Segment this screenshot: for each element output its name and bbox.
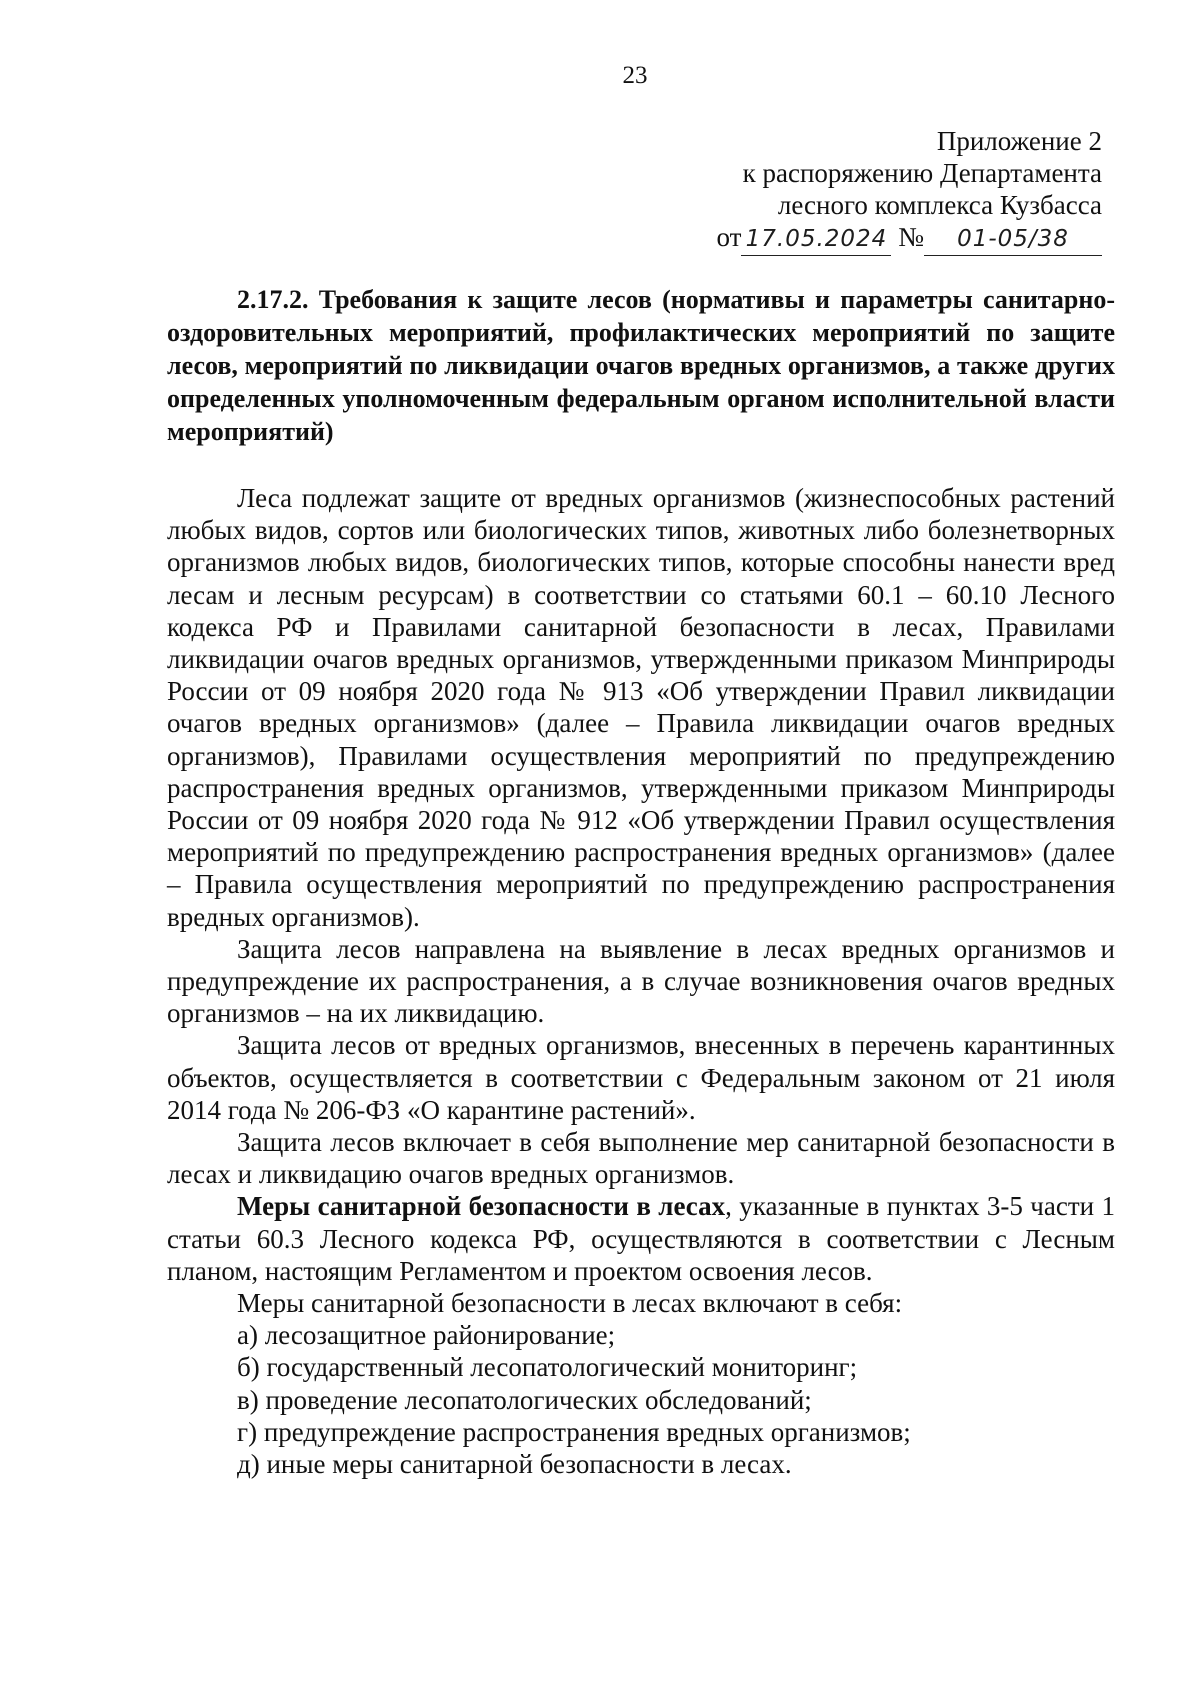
list-item: б) государственный лесопатологический мониторинг; [237, 1352, 858, 1383]
appendix-department: лесного комплекса Кузбасса [777, 190, 1102, 220]
appendix-block [717, 125, 1102, 256]
list-item: г) предупреждение распространения вредных организмов; [237, 1416, 911, 1447]
handwritten-date: 17.05.2024 [741, 223, 891, 256]
list-item: а) лесозащитное районирование; [237, 1320, 616, 1351]
page-number: 23 [622, 62, 648, 89]
measures-list [167, 1319, 1115, 1480]
paragraph-pests-protection: Леса подлежат защите от вредных организмов (жизнеспособных растений любых видов, сортов или биологических типов, животных либо болезнетворных организмов любых видов, биологических типов, которые способны нанести вред лесам и лесным ресурсам) в соответствии со статьями 60.1 – 60.10 Лесного кодекса РФ и Правилами санитарной безопасности в лесах, Правилами ликвидации очагов вредных организмов, утвержденными приказом Минприроды России от 09 ноября 2020 года № 913 «Об утверждении Правил ликвидации очагов вредных организмов» (далее – Правила ликвидации очагов вредных организмов), Правилами осуществления мероприятий по предупреждению распространения вредных организмов, утвержденными приказом Минприроды России от 09 ноября 2020 года № 912 «Об утверждении Правил осуществления мероприятий по предупреждению распространения вредных организмов» (далее – Правила осуществления мероприятий по предупреждению распространения вредных организмов). [167, 483, 1115, 932]
document-body [167, 482, 1115, 1480]
section-heading-text: 2.17.2. Требования к защите лесов (нормативы и параметры санитарно-оздоровительных мероприятий, профилактических мероприятий по защите лесов, мероприятий по ликвидации очагов вредных организмов, а также других определенных уполномоченным федеральным органом исполнительной власти мероприятий) [167, 285, 1115, 446]
appendix-date-number [717, 221, 1102, 256]
handwritten-number: 01-05/38 [924, 223, 1102, 256]
appendix-title: Приложение 2 [936, 126, 1102, 156]
list-item: в) проведение лесопатологических обследований; [237, 1384, 812, 1415]
section-heading [167, 283, 1115, 448]
appendix-reference: к распоряжению Департамента [742, 158, 1102, 188]
sanitary-measures-text: , указанные в пунктах 3-5 части 1 статьи 60.3 Лесного кодекса РФ, осуществляются в соответствии с Лесным планом, настоящим Регламентом и проектом освоения лесов. [167, 1191, 1115, 1286]
paragraph-sanitary-measures [167, 1190, 1115, 1287]
paragraph-protection-includes: Защита лесов включает в себя выполнение мер санитарной безопасности в лесах и ликвидацию очагов вредных организмов. [167, 1127, 1115, 1190]
paragraph-quarantine: Защита лесов от вредных организмов, внесенных в перечень карантинных объектов, осуществляется в соответствии с Федеральным законом от 21 июля 2014 года № 206-ФЗ «О карантине растений». [167, 1030, 1115, 1125]
date-prefix: от [716, 222, 742, 252]
paragraph-measures-include: Меры санитарной безопасности в лесах включают в себя: [237, 1288, 903, 1319]
paragraph-protection-goal: Защита лесов направлена на выявление в лесах вредных организмов и предупреждение их распространения, а в случае возникновения очагов вредных организмов – на их ликвидацию. [167, 933, 1115, 1029]
sanitary-measures-term: Меры санитарной безопасности в лесах [237, 1191, 726, 1222]
list-item: д) иные меры санитарной безопасности в лесах. [237, 1449, 792, 1480]
number-prefix: № [898, 222, 924, 252]
